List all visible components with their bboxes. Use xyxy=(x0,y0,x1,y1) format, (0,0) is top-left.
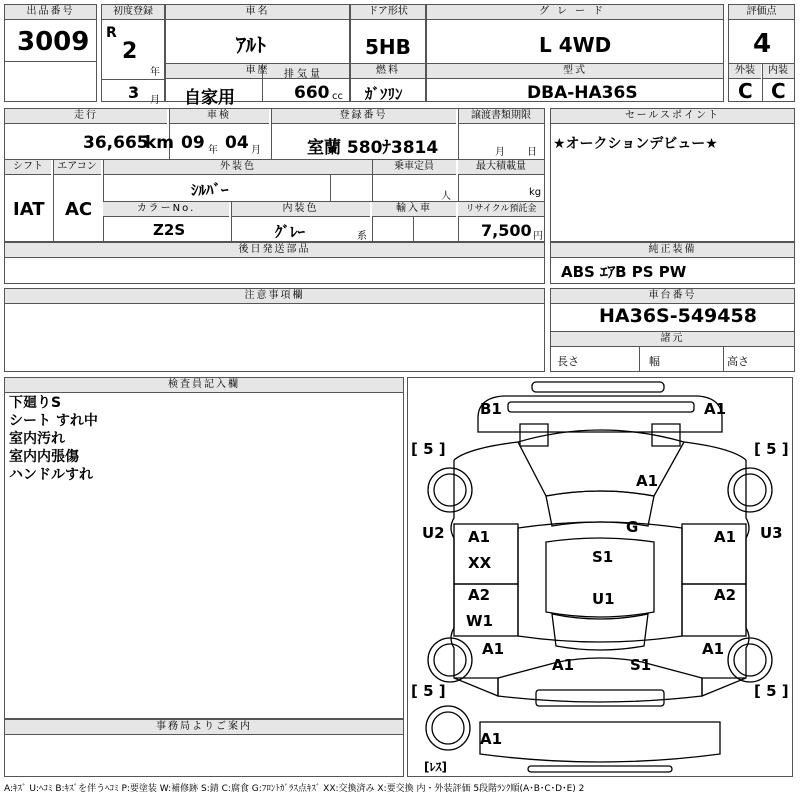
displacement-value: 660 xyxy=(294,83,330,103)
inspector-line: シート すれ中 xyxy=(9,413,98,429)
equipment-value: ABS ｴｱB PS PW xyxy=(561,263,687,281)
color-no-label: カラーNo. xyxy=(103,202,229,217)
office-label: 事務局よりご案内 xyxy=(5,720,403,735)
door-label: ドア形状 xyxy=(351,5,425,20)
car-name-label: 車名 xyxy=(166,5,349,20)
transfer-day-unit: 日 xyxy=(527,147,537,158)
max-load-unit: kg xyxy=(529,187,542,198)
displacement-unit: cc xyxy=(332,91,343,102)
first-reg-month-unit: 月 xyxy=(150,95,160,106)
aircon-value: AC xyxy=(65,199,93,220)
aircon-label: エアコン xyxy=(53,160,101,175)
transfer-label: 譲渡書類期限 xyxy=(458,109,544,124)
sales-point-label: セールスポイント xyxy=(551,109,794,124)
score-int-label: 内装 xyxy=(762,64,794,79)
car-name: ｱﾙﾄ xyxy=(236,33,266,57)
damage-mark-a1-rear-left: A1 xyxy=(552,656,575,674)
inspection-label: 車検 xyxy=(169,109,269,124)
displacement-label: 排気量 xyxy=(284,69,323,80)
transfer-month-unit: 月 xyxy=(495,147,505,158)
score-int: C xyxy=(771,79,786,103)
damage-mark-a1-right-front-door: A1 xyxy=(714,528,737,546)
damage-mark-u3: U3 xyxy=(760,524,783,542)
damage-mark-u2: U2 xyxy=(422,524,445,542)
inspector-line: ハンドルすれ xyxy=(9,467,93,483)
int-color-value: ｸﾞﾚｰ xyxy=(275,223,306,241)
recycle-unit: 円 xyxy=(533,231,543,242)
door-box xyxy=(350,4,426,102)
fuel-value: ｶﾞｿﾘﾝ xyxy=(365,85,403,103)
damage-mark-a1-bottom: A1 xyxy=(480,730,503,748)
recycle-value: 7,500 xyxy=(481,221,532,240)
int-color-unit: 系 xyxy=(357,231,367,242)
damage-mark-a2-right-rear-door: A2 xyxy=(714,586,737,604)
score-value: 4 xyxy=(753,29,772,59)
damage-mark-a1-left-front-door: A1 xyxy=(468,528,491,546)
notes-box xyxy=(4,288,545,372)
chassis-label: 車台番号 xyxy=(551,289,794,304)
inspector-line: 室内内張傷 xyxy=(9,449,79,465)
history-value: 自家用 xyxy=(184,88,235,108)
damage-legend: A:ｷｽﾞ U:ﾍｺﾐ B:ｷｽﾞを伴うﾍｺﾐ P:要塗装 W:補修跡 S:錆 C:腐食 G:ﾌﾛﾝﾄｶﾞﾗｽ点ｷｽﾞ XX:交換済み X:要交換 内・外装評価 5段階ﾗﾝｸ順(A･B･C･D･E) 2 xyxy=(4,784,585,794)
door-value: 5HB xyxy=(365,35,411,59)
damage-mark-a1-right-rear-wheel: A1 xyxy=(702,640,725,658)
inspector-line: 室内汚れ xyxy=(9,431,65,447)
capacity-unit: 人 xyxy=(441,191,451,202)
damage-mark-s1-seat: S1 xyxy=(592,548,614,566)
inspection-month-unit: 月 xyxy=(251,145,261,156)
dims-width: 幅 xyxy=(649,355,660,368)
damage-mark-w1: W1 xyxy=(466,612,493,630)
ext-color-value: ｼﾙﾊﾞｰ xyxy=(191,181,229,199)
grade-value: L 4WD xyxy=(539,33,612,57)
score-label: 評価点 xyxy=(729,5,794,20)
inspection-month: 04 xyxy=(225,133,249,153)
damage-bracket-bl: [ 5 ] xyxy=(411,682,446,700)
inspector-line: 下廻りS xyxy=(9,395,62,411)
dims-label: 諸元 xyxy=(551,332,794,347)
model-label: 型式 xyxy=(427,64,723,79)
fuel-label: 燃料 xyxy=(351,64,425,79)
damage-mark-xx: XX xyxy=(468,554,492,572)
first-reg-era: R xyxy=(106,25,117,41)
info-box xyxy=(4,108,545,242)
damage-spare-label: [ﾚｽ] xyxy=(424,760,447,774)
lot-number: 3009 xyxy=(17,27,90,57)
damage-mark-u1: U1 xyxy=(592,590,615,608)
damage-bracket-tl: [ 5 ] xyxy=(411,440,446,458)
int-color-label: 内装色 xyxy=(231,202,370,217)
capacity-label: 乗車定員 xyxy=(372,160,456,175)
first-reg-month: 3 xyxy=(128,83,140,102)
later-parts-label: 後日発送部品 xyxy=(5,243,544,258)
damage-bracket-br: [ 5 ] xyxy=(754,682,789,700)
grade-label: グレード xyxy=(427,5,723,20)
inspection-year: 09 xyxy=(181,133,205,153)
dims-height: 高さ xyxy=(727,355,749,368)
first-reg-label: 初度登録 xyxy=(102,5,164,20)
damage-mark-a1-roof: A1 xyxy=(636,472,659,490)
damage-diagram xyxy=(407,377,793,777)
damage-mark-b1: B1 xyxy=(480,400,502,418)
inspector-label: 検査員記入欄 xyxy=(5,378,403,393)
equipment-box xyxy=(550,242,795,284)
ext-color-label: 外装色 xyxy=(103,160,373,175)
reg-no-value: 室蘭 580ﾅ3814 xyxy=(307,138,439,158)
inspector-box xyxy=(4,377,404,719)
lot-box xyxy=(4,4,97,102)
mileage-unit: km xyxy=(145,133,175,153)
first-reg-year-unit: 年 xyxy=(150,67,160,78)
max-load-label: 最大積載量 xyxy=(458,160,544,175)
damage-bracket-tr: [ 5 ] xyxy=(754,440,789,458)
notes-label: 注意事項欄 xyxy=(5,289,544,304)
lot-label: 出品番号 xyxy=(5,5,96,20)
shift-label: シフト xyxy=(5,160,51,175)
sales-point-value: ★オークションデビュー★ xyxy=(553,136,718,152)
shift-value: IAT xyxy=(13,199,45,220)
mileage-value: 36,665 xyxy=(83,133,149,153)
score-box xyxy=(728,4,795,102)
chassis-value: HA36S-549458 xyxy=(599,305,757,327)
history-label: 車歴 xyxy=(166,64,349,79)
import-label: 輸入車 xyxy=(372,202,456,217)
first-reg-box xyxy=(101,4,165,106)
sales-point-box xyxy=(550,108,795,242)
damage-mark-a1-left-rear-wheel: A1 xyxy=(482,640,505,658)
mileage-label: 走行 xyxy=(5,109,167,124)
office-box xyxy=(4,719,404,777)
grade-box xyxy=(426,4,724,102)
inspection-year-unit: 年 xyxy=(208,145,218,156)
dims-length: 長さ xyxy=(557,355,579,368)
chassis-box xyxy=(550,288,795,372)
color-no-value: Z2S xyxy=(153,221,186,239)
equipment-label: 純正装備 xyxy=(551,243,794,258)
score-ext-label: 外装 xyxy=(729,64,761,79)
damage-mark-a2-left-rear-door: A2 xyxy=(468,586,491,604)
damage-mark-g: G xyxy=(626,518,639,536)
later-parts-box xyxy=(4,242,545,284)
name-box xyxy=(165,4,350,108)
recycle-label: リサイクル預託金 xyxy=(458,202,544,217)
damage-mark-s1-rear: S1 xyxy=(630,656,652,674)
score-ext: C xyxy=(738,79,753,103)
first-reg-year: 2 xyxy=(122,39,138,64)
inspector-notes xyxy=(9,394,98,484)
damage-mark-a1-front-right: A1 xyxy=(704,400,727,418)
model-value: DBA-HA36S xyxy=(527,83,638,103)
reg-no-label: 登録番号 xyxy=(271,109,456,124)
car-outline xyxy=(408,378,792,776)
